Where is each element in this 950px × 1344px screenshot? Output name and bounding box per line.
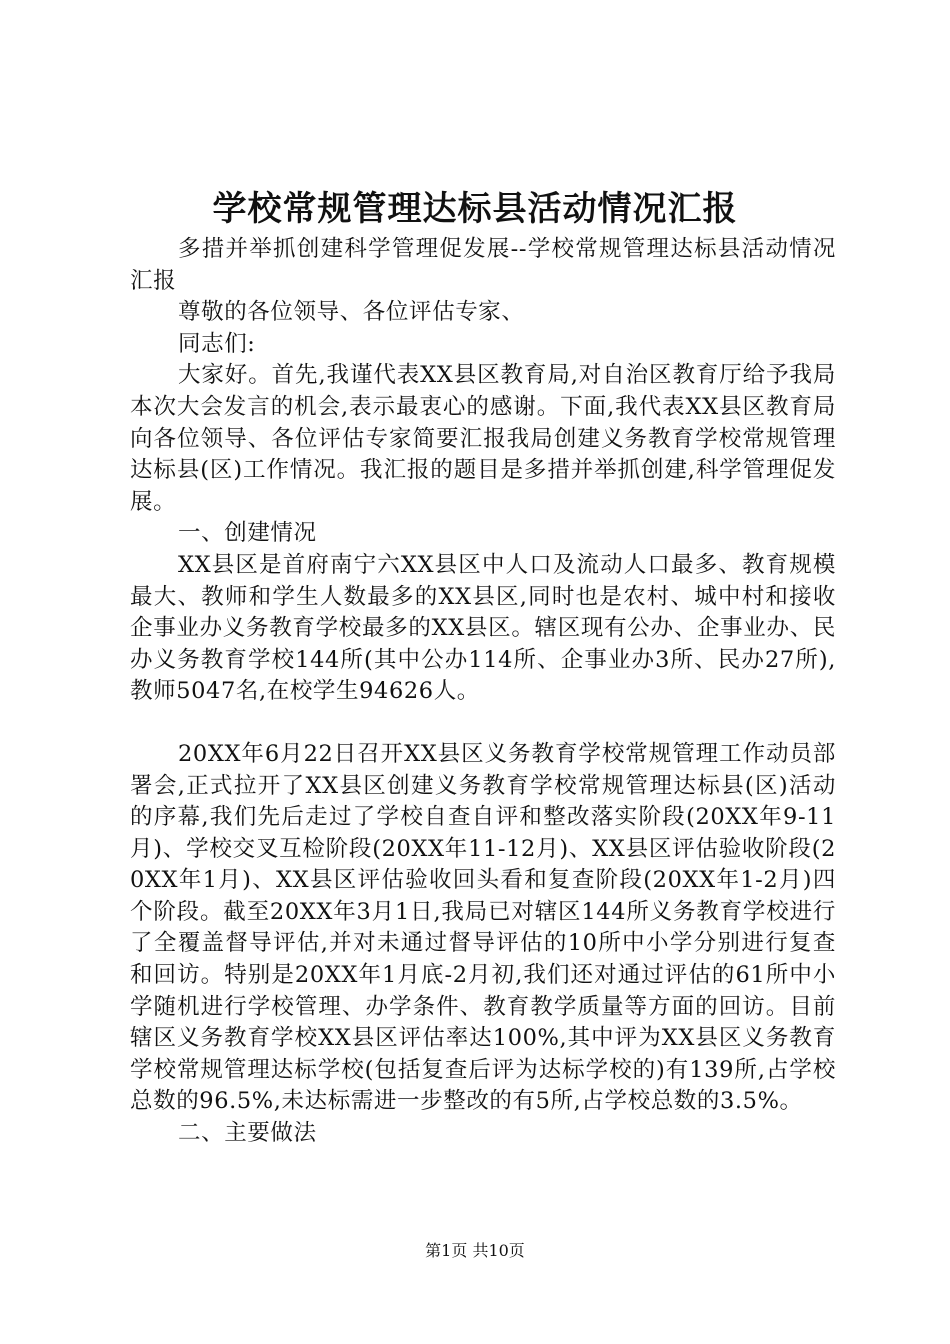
page-number-footer: 第1页 共10页 xyxy=(425,1241,525,1260)
document-body xyxy=(130,234,836,1150)
overview-paragraph: XX县区是首府南宁六XX县区中人口及流动人口最多、教育规模最大、教师和学生人数最多的XX县区,同时也是农村、城中村和接收企事业办义务教育学校最多的XX县区。辖区现有公办、企事业办、民办义务教育学校144所(其中公办114所、企事业办3所、民办27所),教师5047名,在校学生94626人。 xyxy=(130,551,836,705)
section-heading-2: 二、主要做法 xyxy=(178,1120,317,1147)
subtitle-paragraph: 多措并举抓创建科学管理促发展--学校常规管理达标县活动情况汇报 xyxy=(130,236,836,294)
salutation-paragraph: 尊敬的各位领导、各位评估专家、 xyxy=(178,299,525,326)
opening-paragraph: 大家好。首先,我谨代表XX县区教育局,对自治区教育厅给予我局本次大会发言的机会,表示最衷心的感谢。下面,我代表XX县区教育局向各位领导、各位评估专家简要汇报我局创建义务教育学校常规管理达标县(区)工作情况。我汇报的题目是多措并举抓创建,科学管理促发展。 xyxy=(130,362,836,515)
progress-paragraph: 20XX年6月22日召开XX县区义务教育学校常规管理工作动员部署会,正式拉开了XX县区创建义务教育学校常规管理达标县(区)活动的序幕,我们先后走过了学校自查自评和整改落实阶段(20XX年9-11月)、学校交叉互检阶段(20XX年11-12月)、XX县区评估验收阶段(20XX年1月)、XX县区评估验收回头看和复查阶段(20XX年1-2月)四个阶段。截至20XX年3月1日,我局已对辖区144所义务教育学校进行了全覆盖督导评估,并对未通过督导评估的10所中小学分别进行复查和回访。特别是20XX年1月底-2月初,我们还对通过评估的61所中小学随机进行学校管理、办学条件、教育教学质量等方面的回访。目前辖区义务教育学校XX县区评估率达100%,其中评为XX县区义务教育学校常规管理达标学校(包括复查后评为达标学校的)有139所,占学校总数的96.5%,未达标需进一步整改的有5所,占学校总数的3.5%。 xyxy=(130,740,836,1115)
document-title: 学校常规管理达标县活动情况汇报 xyxy=(212,189,738,229)
section-heading-1: 一、创建情况 xyxy=(178,520,317,547)
salutation-comrades: 同志们: xyxy=(178,330,256,357)
